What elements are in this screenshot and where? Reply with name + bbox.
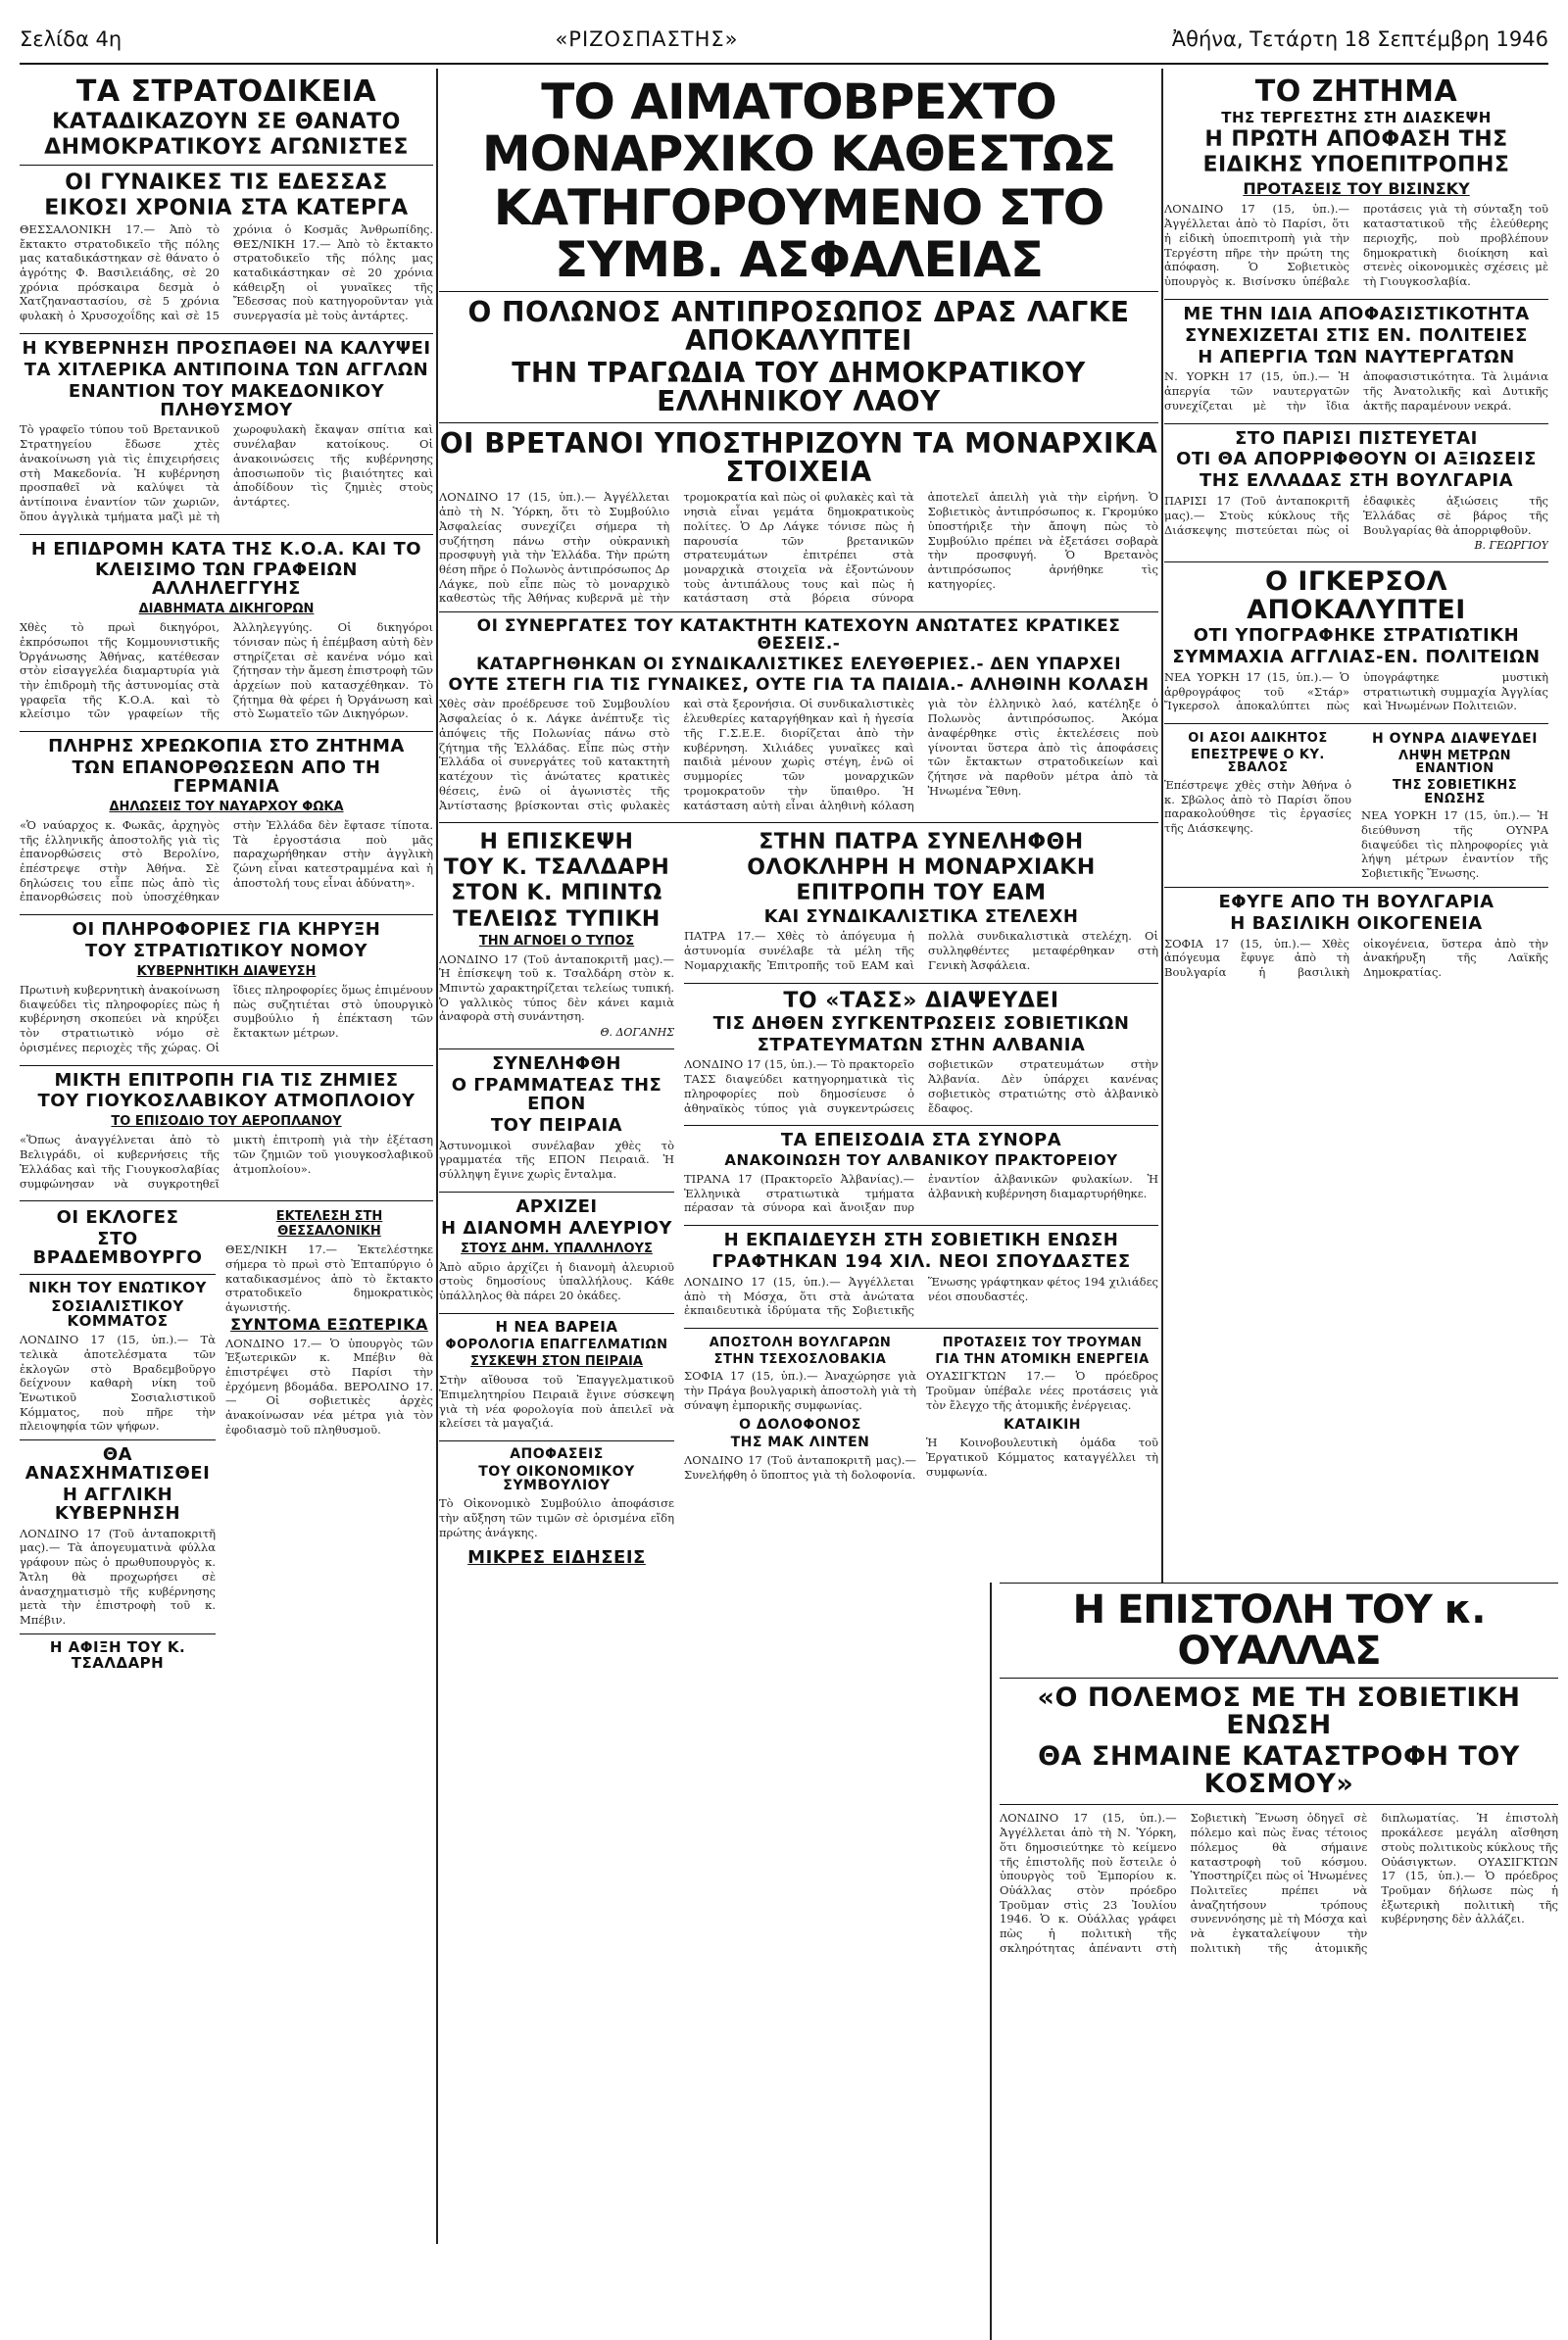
article-brandenburg-elections (20, 1207, 216, 1674)
headline: ΛΗΨΗ ΜΕΤΡΩΝ ΕΝΑΝΤΙΟΝ (1397, 748, 1512, 777)
article-military-courts (20, 76, 433, 323)
headline: Ο ΙΓΚΕΡΣΟΛ ΑΠΟΚΑΛΥΠΤΕΙ (1247, 566, 1466, 625)
headline: ΣΤΗΝ ΤΣΕΧΟΣΛΟΒΑΚΙΑ (713, 1351, 887, 1367)
article-body: ΘΕΣ/ΝΙΚΗ 17.— Ἐκτελέστηκε σήμερα τὸ πρωὶ στὸ Ἐπταπύργιο ὁ καταδικασμένος ἀπὸ τὸ ἔκτακτο στρατοδικεῖο δημοκρατικὸς ἀγωνιστής. (225, 1243, 433, 1315)
headline: ΣΥΝΕΛΗΦΘΗ (492, 1053, 621, 1075)
article-epon-arrest (439, 1055, 674, 1182)
headline: ΠΛΗΡΗΣ ΧΡΕΩΚΟΠΙΑ ΣΤΟ ΖΗΤΗΜΑ (48, 736, 405, 757)
headline: Η ΕΠΙΣΤΟΛΗ ΤΟΥ κ. ΟΥΑΛΛΑΣ (1072, 1587, 1486, 1674)
divider (1164, 887, 1548, 888)
byline: Β. ΓΕΩΡΓΙΟΥ (1474, 539, 1548, 553)
article-body: ΛΟΝΔΙΝΟ 17 (Τοῦ ἀνταποκριτῆ μας).— Ἡ ἐπίσκεψη τοῦ κ. Τσαλδάρη στὸν κ. Μπιντὼ χαρακτηρίζεται τελείως τυπική. Ὁ γαλλικὸς τύπος δὲν κάνει καμιὰ ἀναφορὰ στὴ συνάντηση. (439, 951, 674, 1024)
article-body: ΤΙΡΑΝΑ 17 (Πρακτορεῖο Ἀλβανίας).— Ἑλληνικὰ στρατιωτικὰ τμήματα πέρασαν τὰ σύνορα καὶ ἄνοιξαν πυρ ἐναντίον ἀλβανικῶν φυλακίων. Ἡ ἀλβανικὴ κυβέρνηση διαμαρτυρήθηκε. (684, 1171, 1158, 1215)
subheadline: ΕΚΤΕΛΕΣΗ ΣΤΗ ΘΕΣΣΑΛΟΝΙΚΗ (275, 1209, 383, 1240)
headline: ΟΙ ΓΥΝΑΙΚΕΣ ΤΙΣ ΕΔΕΣΣΑΣ (65, 170, 388, 195)
article-body: ΛΟΝΔΙΝΟ 17 (Τοῦ ἀνταποκριτῆ μας).— Συνελήφθη ὁ ὕποπτος γιὰ τὴ δολοφονία. (684, 1452, 916, 1482)
divider (439, 1048, 674, 1049)
article-body: Πρωτινὴ κυβερνητικὴ ἀνακοίνωση διαψεύδει τὶς πληροφορίες πὼς ἡ κυβέρνηση σκοπεύει νὰ κηρύξει τὸν στρατιωτικὸ νόμο σὲ ὁρισμένες περιοχὲς τῆς χώρας. Οἱ ἴδιες πληροφορίες ὅμως ἐπιμένουν πὼς συζητιέται στὸ ὑπουργικὸ συμβούλιο ἡ ἐπέκταση τῶν ἔκτακτων μέτρων. (20, 982, 433, 1054)
headline: Η ΝΕΑ ΒΑΡΕΙΑ (495, 1317, 618, 1336)
page-number: Σελίδα 4η (20, 27, 122, 51)
divider (20, 914, 433, 915)
article-body: ΛΟΝΔΙΝΟ 17 (15, ὑπ.).— Ἀγγέλλεται ἀπὸ τὴ Ν. Ὑόρκη, ὅτι δημοσιεύτηκε τὸ κείμενο τῆς ἐπιστολῆς ποὺ ἔστειλε ὁ ὑπουργὸς τοῦ Ἐμπορίου κ. Οὐάλλας στὸν πρόεδρο Τροῦμαν στὶς 23 Ἰουλίου 1946. Ὁ κ. Οὐάλλας γράφει πὼς ἡ πολιτικὴ τῆς σκληρότητας ἀπέναντι στὴ Σοβιετικὴ Ἕνωση ὁδηγεῖ σὲ πόλεμο καὶ πὼς ἕνας τέτοιος πόλεμος θὰ σήμαινε καταστροφὴ τοῦ κόσμου. Ὑποστηρίζει πὼς οἱ Ἡνωμένες Πολιτεῖες πρέπει νὰ ἀναζητήσουν τρόπους συνεννόησης μὲ τὴ Μόσχα καὶ νὰ ἐγκαταλείψουν τὴν πολιτικὴ τῆς ἀτομικῆς διπλωματίας. Ἡ ἐπιστολὴ προκάλεσε μεγάλη αἴσθηση στοὺς πολιτικοὺς κύκλους τῆς Οὐάσιγκτων. ΟΥΑΣΙΓΚΤΩΝ 17 (15, ὑπ.).— Ὁ πρόεδρος Τροῦμαν δήλωσε πὼς ἡ ἐξωτερικὴ πολιτικὴ τῆς κυβέρνησης δὲν ἀλλάζει. (1000, 1811, 1558, 1955)
divider (1164, 561, 1548, 562)
headline: ΤΟΥ ΓΙΟΥΚΟΣΛΑΒΙΚΟΥ ΑΤΜΟΠΛΟΙΟΥ (37, 1091, 416, 1112)
article-body: ΛΟΝΔΙΝΟ 17 (15, ὑπ.).— Τὰ τελικὰ ἀποτελέσματα τῶν ἐκλογῶν στὸ Βραδεμβοῦργο δείχνουν καθαρὴ νίκη τοῦ Ἑνωτικοῦ Σοσιαλιστικοῦ Κόμματος, ποὺ πῆρε τὴν πλειοψηφία τῶν ψήφων. (20, 1333, 216, 1434)
main-headline: ΚΑΤΗΓΟΡΟΥΜΕΝΟ ΣΤΟ ΣΥΜΒ. ΑΣΦΑΛΕΙΑΣ (493, 179, 1104, 288)
headline: ΣΥΝΤΟΜΑ ΕΞΩΤΕΡΙΚΑ (230, 1314, 428, 1334)
article-body: ΝΕΑ ΥΟΡΚΗ 17 (15, ὑπ.).— Ἡ διεύθυνση τῆς ΟΥΝΡΑ διαψεύδει τὶς πληροφορίες γιὰ λήψη μέτρων ἐναντίον τῆς Σοβιετικῆς Ἕνωσης. (1361, 808, 1548, 881)
column-divider (436, 69, 438, 2244)
headline: ΓΡΑΦΤΗΚΑΝ 194 ΧΙΛ. ΝΕΟΙ ΣΠΟΥΔΑΣΤΕΣ (711, 1250, 1131, 1272)
article-body: ΣΟΦΙΑ 17 (15, ὑπ.).— Χθὲς ἀπόγευμα ἔφυγε ἀπὸ τὴ Βουλγαρία ἡ βασιλικὴ οἰκογένεια, ὕστερα ἀπὸ τὴν ἀνακήρυξη τῆς Λαϊκῆς Δημοκρατίας. (1164, 936, 1548, 980)
article-body: ΝΕΑ ΥΟΡΚΗ 17 (15, ὑπ.).— Ὁ ἀρθρογράφος τοῦ «Στάρ» Ἴγκερσολ ἀποκαλύπτει πὼς ὑπογράφτηκε μυστικὴ στρατιωτικὴ συμμαχία Ἀγγλίας καὶ Ἡνωμένων Πολιτειῶν. (1164, 669, 1548, 713)
headline: ΤΗΣ ΕΛΛΑΔΑΣ ΣΤΗ ΒΟΥΛΓΑΡΙΑ (1199, 470, 1514, 492)
main-subheadline: ΤΗΝ ΤΡΑΓΩΔΙΑ ΤΟΥ ΔΗΜΟΚΡΑΤΙΚΟΥ ΕΛΛΗΝΙΚΟΥ ΛΑΟΥ (512, 356, 1086, 418)
headline: ΓΙΑ ΤΗΝ ΑΤΟΜΙΚΗ ΕΝΕΡΓΕΙΑ (935, 1351, 1150, 1367)
subheadline: ΤΟ ΕΠΙΣΟΔΙΟ ΤΟΥ ΑΕΡΟΠΛΑΝΟΥ (111, 1114, 342, 1130)
headline: ΕΙΚΟΣΙ ΧΡΟΝΙΑ ΣΤΑ ΚΑΤΕΡΓΑ (44, 195, 409, 220)
divider (439, 1313, 674, 1314)
article-collaborators (439, 618, 1158, 812)
article-body: Στὴν αἴθουσα τοῦ Ἐπαγγελματικοῦ Ἐπιμελητηρίου Πειραιᾶ ἔγινε σύσκεψη γιὰ τὴ νέα φορολογία ποὺ ἀπειλεῖ νὰ κλείσει τὰ μαγαζιά. (439, 1373, 674, 1431)
divider (1000, 1804, 1558, 1805)
headline: ΠΡΟΤΑΣΕΙΣ ΤΟΥ ΤΡΟΥΜΑΝ (942, 1336, 1143, 1351)
article-body: Ν. ΥΟΡΚΗ 17 (15, ὑπ.).— Ἡ ἀπεργία τῶν ναυτεργατῶν συνεχίζεται μὲ τὴν ἴδια ἀποφασιστικότητα. Τὰ λιμάνια τῆς Ἀνατολικῆς καὶ Δυτικῆς ἀκτῆς παραμένουν νεκρά. (1164, 369, 1548, 413)
divider (439, 291, 1158, 292)
article-truman-atomic (926, 1335, 1158, 1482)
divider (20, 1200, 433, 1201)
article-svolos (1164, 730, 1351, 881)
bottom-left-right-column (225, 1207, 433, 1674)
headline: ΚΛΕΙΣΙΜΟ ΤΩΝ ΓΡΑΦΕΙΩΝ ΑΛΛΗΛΕΓΓΥΗΣ (94, 560, 358, 600)
main-headline: ΤΟ ΑΙΜΑΤΟΒΡΕΧΤΟ ΜΟΝΑΡΧΙΚΟ ΚΑΘΕΣΤΩΣ (481, 74, 1116, 182)
article-patras-arrests (684, 831, 1158, 972)
right-mid-row (1164, 730, 1548, 881)
headline: ΟΙ ΠΛΗΡΟΦΟΡΙΕΣ ΓΙΑ ΚΗΡΥΞΗ (72, 919, 381, 941)
article-trieste (1164, 76, 1548, 289)
lead-article-body: ΛΟΝΔΙΝΟ 17 (15, ὑπ.).— Ἀγγέλλεται ἀπὸ τὴ Ν. Ὑόρκη, ὅτι τὸ Συμβούλιο Ἀσφαλείας συνεχίζει σήμερα τὴ συζήτηση πάνω στὴν οὐκρανικὴ προσφυγὴ γιὰ τὴν Ἑλλάδα. Τὴν πρώτη θέση πῆρε ὁ Πολωνὸς ἀντιπρόσωπος Δρ Λάγκε, ποὺ εἶπε πὼς τὸ μοναρχικὸ καθεστὼς τῆς Ἀθήνας κυβερνᾶ μὲ τὴν τρομοκρατία καὶ πὼς οἱ φυλακὲς καὶ τὰ νησιὰ εἶναι γεμάτα δημοκρατικοὺς πολίτες. Ὁ Δρ Λάγκε τόνισε πὼς ἡ παρουσία τῶν βρετανικῶν στρατευμάτων ἐπιτρέπει στὰ μοναρχικὰ στοιχεῖα νὰ ἐξοντώνουν τοὺς ἀντιπάλους τους καὶ πὼς ἡ κατάσταση στὰ βόρεια σύνορα ἀποτελεῖ ἀπειλὴ γιὰ τὴν εἰρήνη. Ὁ Σοβιετικὸς ἀντιπρόσωπος κ. Γκρομύκο ὑποστήριξε τὴν ἄποψη πὼς τὸ Συμβούλιο πρέπει νὰ ἐξετάσει σοβαρὰ τὴν προσφυγή. Ὁ Βρετανὸς ἀντιπρόσωπος ἀρνήθηκε τὶς κατηγορίες. (439, 490, 1158, 606)
article-body: ΛΟΝΔΙΝΟ 17.— Ὁ ὑπουργὸς τῶν Ἐξωτερικῶν κ. Μπέβιν θὰ ἐπιστρέψει στὸ Παρίσι τὴν ἐρχόμενη βδομάδα. ΒΕΡΟΛΙΝΟ 17.— Οἱ σοβιετικὲς ἀρχὲς ἀνακοίνωσαν νέα μέτρα γιὰ τὸν ἐφοδιασμὸ τοῦ πληθυσμοῦ. (225, 1336, 433, 1437)
divider (1000, 1583, 1558, 1584)
article-body: ΠΑΤΡΑ 17.— Χθὲς τὸ ἀπόγευμα ἡ ἀστυνομία συνέλαβε τὰ μέλη τῆς Νομαρχιακῆς Ἐπιτροπῆς τοῦ ΕΑΜ καὶ πολλὰ συνδικαλιστικὰ στελέχη. Οἱ συλληφθέντες μεταφέρθηκαν στὴ Γενικὴ Ἀσφάλεια. (684, 929, 1158, 972)
article-body: ΛΟΝΔΙΝΟ 17 (Τοῦ ἀνταποκριτῆ μας).— Τὰ ἀπογευματινὰ φύλλα γράφουν πὼς ὁ πρωθυπουργὸς κ. Ἄτλη θὰ προχωρήσει σὲ ἀνασχηματισμὸ τῆς κυβέρνησης μετὰ τὴν ἐπιστροφὴ τοῦ κ. Μπέβιν. (20, 1526, 216, 1628)
article-soviet-education (684, 1232, 1158, 1318)
headline: Η ΑΠΕΡΓΙΑ ΤΩΝ ΝΑΥΤΕΡΓΑΤΩΝ (1198, 346, 1515, 367)
headline: ΕΙΔΙΚΗΣ ΥΠΟΕΠΙΤΡΟΠΗΣ (1202, 153, 1510, 178)
subheadline: ΔΙΑΒΗΜΑΤΑ ΔΙΚΗΓΟΡΩΝ (138, 602, 315, 617)
headline: Η ΠΡΩΤΗ ΑΠΟΦΑΣΗ ΤΗΣ (1204, 127, 1508, 153)
headline: ΣΥΜΜΑΧΙΑ ΑΓΓΛΙΑΣ-ΕΝ. ΠΟΛΙΤΕΙΩΝ (1172, 646, 1541, 667)
headline: ΜΙΚΤΗ ΕΠΙΤΡΟΠΗ ΓΙΑ ΤΙΣ ΖΗΜΙΕΣ (54, 1069, 399, 1091)
headline: Η ΕΠΙΣΚΕΨΗ (479, 830, 634, 855)
article-body: Ἀστυνομικοὶ συνέλαβαν χθὲς τὸ γραμματέα τῆς ΕΠΟΝ Πειραιᾶ. Ἡ σύλληψη ἔγινε χωρὶς ἔνταλμα. (439, 1138, 674, 1182)
headline: ΚΑΙ ΣΥΝΔΙΚΑΛΙΣΤΙΚΑ ΣΤΕΛΕΧΗ (763, 905, 1079, 927)
headline: ΕΦΥΓΕ ΑΠΟ ΤΗ ΒΟΥΛΓΑΡΙΑ (1218, 891, 1494, 912)
issue-date: Ἀθήνα, Τετάρτη 18 Σεπτέμβρη 1946 (1171, 27, 1548, 51)
divider (684, 1125, 1158, 1126)
headline: Η ΟΥΝΡΑ ΔΙΑΨΕΥΔΕΙ (1372, 731, 1538, 748)
headline: ΚΑΤΑΙΚΙΗ (1003, 1417, 1082, 1434)
article-body: Ἀπὸ αὔριο ἀρχίζει ἡ διανομὴ ἀλευριοῦ στοὺς δημοσίους ὑπαλλήλους. Κάθε ὑπάλληλος θὰ πάρει 20 ὀκάδες. (439, 1259, 674, 1303)
headline: ΜΙΚΡΕΣ ΕΙΔΗΣΕΙΣ (467, 1547, 646, 1569)
subheadline: ΚΥΒΕΡΝΗΤΙΚΗ ΔΙΑΨΕΥΣΗ (136, 963, 317, 979)
center-lower-row (439, 829, 1158, 1571)
headline: ΚΑΤΑΡΓΗΘΗΚΑΝ ΟΙ ΣΥΝΔΙΚΑΛΙΣΤΙΚΕΣ ΕΛΕΥΘΕΡΙΕΣ.- ΔΕΝ ΥΠΑΡΧΕΙ (475, 654, 1122, 674)
headline: Η ΑΦΙΞΗ ΤΟΥ Κ. ΤΣΑΛΔΑΡΗ (49, 1637, 186, 1672)
headline: Η ΑΓΓΛΙΚΗ ΚΥΒΕΡΝΗΣΗ (54, 1484, 181, 1524)
headline: ΤΟΥ Κ. ΤΣΑΛΔΑΡΗ (443, 855, 670, 881)
headline: ΑΡΧΙΖΕΙ (515, 1195, 598, 1217)
article-taxation (439, 1317, 674, 1431)
headline: ΤΗΣ ΤΕΡΓΕΣΤΗΣ ΣΤΗ ΔΙΑΣΚΕΨΗ (1221, 108, 1492, 126)
article-body: Τὸ Οἰκονομικὸ Συμβούλιο ἀποφάσισε τὴν αὔξηση τῶν τιμῶν σὲ ὁρισμένα εἴδη πρώτης ἀνάγκης. (439, 1496, 674, 1539)
divider (1000, 1678, 1558, 1679)
article-reparations (20, 738, 433, 904)
headline: ΚΑΤΑΔΙΚΑΖΟΥΝ ΣΕ ΘΑΝΑΤΟ (52, 109, 401, 134)
divider (20, 165, 433, 166)
headline: ΔΗΜΟΚΡΑΤΙΚΟΥΣ ΑΓΩΝΙΣΤΕΣ (44, 134, 409, 160)
article-body: «Ὅπως ἀναγγέλνεται ἀπὸ τὸ Βελιγράδι, οἱ κυβερνήσεις τῆς Ἑλλάδας καὶ τῆς Γιουγκοσλαβίας συμφώνησαν νὰ συγκροτηθεῖ μικτὴ ἐπιτροπὴ γιὰ τὴν ἐξέταση τῶν ζημιῶν τοῦ γιουγκοσλαβικοῦ ἀτμοπλοίου». (20, 1133, 433, 1191)
divider (684, 1328, 1158, 1329)
divider (684, 983, 1158, 984)
divider (20, 1633, 216, 1634)
article-koa-raid (20, 538, 433, 722)
divider (20, 534, 433, 535)
headline: ΣΤΟ ΠΑΡΙΣΙ ΠΙΣΤΕΥΕΤΑΙ (1235, 427, 1478, 449)
headline: Η ΕΠΙΔΡΟΜΗ ΚΑΤΑ ΤΗΣ Κ.Ο.Α. ΚΑΙ ΤΟ (30, 538, 422, 560)
headline: ΣΤΡΑΤΕΥΜΑΤΩΝ ΣΤΗΝ ΑΛΒΑΝΙΑ (757, 1034, 1086, 1055)
subheadline: ΠΡΟΤΑΣΕΙΣ ΤΟΥ ΒΙΣΙΝΣΚΥ (1243, 179, 1470, 199)
headline: ΤΗΣ ΜΑΚ ΛΙΝΤΕΝ (730, 1435, 870, 1451)
article-bulgarian-royals (1164, 891, 1548, 980)
article-ingersoll (1164, 568, 1548, 713)
article-body: ΛΟΝΔΙΝΟ 17 (15, ὑπ.).— Τὸ πρακτορεῖο ΤΑΣΣ διαψεύδει κατηγορηματικὰ τὶς πληροφορίες ποὺ δημοσίευσε ὁ ἀθηναϊκὸς τύπος γιὰ συγκεντρώσεις σοβιετικῶν στρατευμάτων στὴν Ἀλβανία. Δὲν ὑπάρχει κανένας σοβιετικὸς στρατιώτης στὸ ἀλβανικὸ ἔδαφος. (684, 1057, 1158, 1115)
article-body: «Ὁ ναύαρχος κ. Φωκᾶς, ἀρχηγὸς τῆς ἑλληνικῆς ἀποστολῆς γιὰ τὶς ἐπανορθώσεις στὸ Βερολίνο, ἐπέστρεψε στὴν Ἀθήνα. Σὲ δηλώσεις του εἶπε πὼς ἀπὸ τὶς ἐπανορθώσεις ποὺ ὑποσχέθηκαν στὴν Ἑλλάδα δὲν ἔφτασε τίποτα. Τὰ ἐργοστάσια ποὺ μᾶς παραχωρήθηκαν στὴν ἀγγλικὴ ζώνη εἶναι κατεστραμμένα καὶ ἡ ἀποστολή τους εἶναι ἀδύνατη». (20, 817, 433, 904)
divider (439, 822, 1158, 823)
headline: ΑΝΑΚΟΙΝΩΣΗ ΤΟΥ ΑΛΒΑΝΙΚΟΥ ΠΡΑΚΤΟΡΕΙΟΥ (724, 1151, 1118, 1170)
headline: ΟΤΙ ΘΑ ΑΠΟΡΡΙΦΘΟΥΝ ΟΙ ΑΞΙΩΣΕΙΣ (1176, 449, 1537, 470)
divider (20, 1439, 216, 1440)
divider (439, 611, 1158, 612)
divider (684, 1225, 1158, 1226)
headline: ΟΙ ΣΥΝΕΡΓΑΤΕΣ ΤΟΥ ΚΑΤΑΚΤΗΤΗ ΚΑΤΕΧΟΥΝ ΑΝΩΤΑΤΕΣ ΚΡΑΤΙΚΕΣ ΘΕΣΕΙΣ.- (476, 616, 1121, 654)
divider (439, 422, 1158, 423)
headline: ΤΑ ΣΤΡΑΤΟΔΙΚΕΙΑ (75, 74, 377, 109)
headline: ΤΗΣ ΣΟΒΙΕΤΙΚΗΣ ΕΝΩΣΗΣ (1392, 778, 1518, 806)
article-body: ΛΟΝΔΙΝΟ 17 (15, ὑπ.).— Ἀγγέλλεται ἀπὸ τὸ Παρίσι, ὅτι ἡ εἰδικὴ ὑποεπιτροπὴ γιὰ τὴν Τεργέστη πῆρε τὴν πρώτη της ἀπόφαση. Ὁ Σοβιετικὸς ὑπουργὸς κ. Βισίνσκυ ὑπέβαλε προτάσεις γιὰ τὴ σύνταξη τοῦ καταστατικοῦ τῆς ἐλεύθερης περιοχῆς, ποὺ προβλέπουν δημοκρατικὴ διοίκηση καὶ στενὲς οἰκονομικὲς σχέσεις μὲ τὴ Γιουγκοσλαβία. (1164, 202, 1548, 289)
article-bulgarian-mission (684, 1335, 916, 1482)
headline: ΕΠΕΣΤΡΕΨΕ Ο ΚΥ. ΣΒΑΛΟΣ (1191, 747, 1325, 776)
headline: ΟΙ ΑΣΟΙ ΑΔΙΚΗΤΟΣ (1188, 731, 1328, 747)
divider (20, 731, 433, 732)
article-body: ΛΟΝΔΙΝΟ 17 (15, ὑπ.).— Ἀγγέλλεται ἀπὸ τὴ Μόσχα, ὅτι στὰ ἀνώτατα ἐκπαιδευτικὰ ἱδρύματα τῆς Σοβιετικῆς Ἕνωσης γράφτηκαν φέτος 194 χιλιάδες νέοι σπουδαστές. (684, 1274, 1158, 1318)
divider (20, 333, 433, 334)
headline: ΝΙΚΗ ΤΟΥ ΕΝΩΤΙΚΟΥ (28, 1278, 207, 1296)
headline: «Ο ΠΟΛΕΜΟΣ ΜΕ ΤΗ ΣΟΒΙΕΤΙΚΗ ΕΝΩΣΗ (1037, 1682, 1521, 1741)
center-lower-left (439, 829, 674, 1571)
headline: ΣΤΟ ΒΡΑΔΕΜΒΟΥΡΓΟ (32, 1229, 203, 1268)
article-unrra (1361, 730, 1548, 881)
headline: ΤΟ ΖΗΤΗΜΑ (1254, 74, 1458, 109)
headline: ΤΙΣ ΔΗΘΕΝ ΣΥΓΚΕΝΤΡΩΣΕΙΣ ΣΟΒΙΕΤΙΚΩΝ (712, 1012, 1130, 1034)
article-body: Ἡ Κοινοβουλευτικὴ ὁμάδα τοῦ Ἐργατικοῦ Κόμματος καταγγέλλει τὴ συμφωνία. (926, 1436, 1158, 1479)
headline: ΣΤΗΝ ΠΑΤΡΑ ΣΥΝΕΛΗΦΘΗ (759, 830, 1084, 855)
divider (1164, 299, 1548, 300)
headline: ΤΩΝ ΕΠΑΝΟΡΘΩΣΕΩΝ ΑΠΟ ΤΗ ΓΕΡΜΑΝΙΑ (72, 757, 381, 797)
divider (439, 1192, 674, 1193)
article-body: Τὸ γραφεῖο τύπου τοῦ Βρετανικοῦ Στρατηγείου ἔδωσε χτὲς ἀνακοίνωση γιὰ τὶς ἐπιχειρήσεις στὴ Μακεδονία. Ἡ κυβέρνηση προσπαθεῖ νὰ καλύψει τὰ ἀντίποινα ἐναντίον τῶν χωριῶν, ὅπου ἀγγλικὰ τμήματα μαζὶ μὲ τὴ χωροφυλακὴ ἔκαψαν σπίτια καὶ συνέλαβαν κατοίκους. Οἱ ἀνακοινώσεις τῆς κυβέρνησης ἀποσιωποῦν τὶς βιαιότητες καὶ ἀποδίδουν τὶς ζημιὲς στοὺς ἀντάρτες. (20, 422, 433, 523)
headline: Η ΚΥΒΕΡΝΗΣΗ ΠΡΟΣΠΑΘΕΙ ΝΑ ΚΑΛΥΨΕΙ (22, 337, 431, 359)
headline: ΤΑ ΧΙΤΛΕΡΙΚΑ ΑΝΤΙΠΟΙΝΑ ΤΩΝ ΑΓΓΛΩΝ (24, 359, 429, 380)
headline: Η ΕΚΠΑΙΔΕΥΣΗ ΣΤΗ ΣΟΒΙΕΤΙΚΗ ΕΝΩΣΗ (723, 1230, 1119, 1251)
divider (1164, 723, 1548, 724)
masthead-rule (20, 63, 1548, 65)
main-subheadline: Ο ΠΟΛΩΝΟΣ ΑΝΤΙΠΡΟΣΩΠΟΣ ΔΡΑΣ ΛΑΓΚΕ ΑΠΟΚΑΛΥΠΤΕΙ (467, 296, 1130, 358)
divider (20, 1065, 433, 1066)
headline: ΟΛΟΚΛΗΡΗ Η ΜΟΝΑΡΧΙΑΚΗ (747, 855, 1096, 881)
article-government-reprisals (20, 337, 433, 524)
headline: ΣΥΝΕΧΙΖΕΤΑΙ ΣΤΙΣ ΕΝ. ΠΟΛΙΤΕΙΕΣ (1185, 324, 1528, 346)
headline: ΑΠΟΦΑΣΕΙΣ (510, 1446, 604, 1463)
article-body: ΘΕΣΣΑΛΟΝΙΚΗ 17.— Ἀπὸ τὸ ἔκτακτο στρατοδικεῖο τῆς πόλης μας καταδικάστηκαν σὲ θάνατο ὁ ἀγρότης Φ. Βασιλειάδης, σὲ 20 χρόνια πρόσκαιρα δεσμὰ ὁ Χατζηαναστασίου, σὲ 5 χρόνια φυλακὴ ὁ Χρυσοχοΐδης καὶ σὲ 15 χρόνια ὁ Κοσμᾶς Ἀνθρωπίδης. ΘΕΣ/ΝΙΚΗ 17.— Ἀπὸ τὸ ἔκτακτο στρατοδικεῖο τῆς πόλης μας καταδικάστηκαν σὲ 20 χρόνια κάθειρξη οἱ γυναῖκες τῆς Ἔδεσσας ποὺ κατηγοροῦνταν γιὰ συνεργασία μὲ τοὺς ἀντάρτες. (20, 221, 433, 323)
headline: ΘΑ ΣΗΜΑΙΝΕ ΚΑΤΑΣΤΡΟΦΗ ΤΟΥ ΚΟΣΜΟΥ» (1038, 1740, 1520, 1800)
column-left (20, 74, 433, 2230)
masthead (20, 18, 1548, 61)
article-seamen-strike (1164, 303, 1548, 414)
headline: Η ΒΑΣΙΛΙΚΗ ΟΙΚΟΓΕΝΕΙΑ (1230, 912, 1483, 934)
headline: ΟΥΤΕ ΣΤΕΓΗ ΓΙΑ ΤΙΣ ΓΥΝΑΙΚΕΣ, ΟΥΤΕ ΓΙΑ ΤΑ ΠΑΙΔΙΑ.- ΑΛΗΘΙΝΗ ΚΟΛΑΣΗ (448, 674, 1150, 695)
article-tass-denial (684, 990, 1158, 1116)
center-lower-right (684, 829, 1158, 1571)
headline: ΣΟΣΙΑΛΙΣΤΙΚΟΥ ΚΟΜΜΑΤΟΣ (51, 1296, 184, 1331)
article-body: ΠΑΡΙΣΙ 17 (Τοῦ ἀνταποκριτῆ μας).— Στοὺς κύκλους τῆς Διάσκεψης πιστεύεται πὼς οἱ ἐδαφικὲς ἀξιώσεις τῆς Ἑλλάδας σὲ βάρος τῆς Βουλγαρίας θὰ ἀπορριφθοῦν. (1164, 494, 1548, 537)
headline: Ο ΓΡΑΜΜΑΤΕΑΣ ΤΗΣ ΕΠΟΝ (451, 1075, 662, 1114)
headline: ΤΟΥ ΣΤΡΑΤΙΩΤΙΚΟΥ ΝΟΜΟΥ (85, 941, 368, 962)
headline: ΤΕΛΕΙΩΣ ΤΥΠΙΚΗ (453, 906, 661, 932)
byline: Θ. ΔΟΓΑΝΗΣ (600, 1026, 674, 1040)
headline: ΑΠΟΣΤΟΛΗ ΒΟΥΛΓΑΡΩΝ (709, 1336, 892, 1351)
bottom-left-row (20, 1207, 433, 1674)
article-body: ΟΥΑΣΙΓΚΤΩΝ 17.— Ὁ πρόεδρος Τροῦμαν ὑπέβαλε νέες προτάσεις γιὰ τὸν ἔλεγχο τῆς ἀτομικῆς ἐνέργειας. (926, 1369, 1158, 1412)
article-body: Χθὲς τὸ πρωὶ δικηγόροι, ἐκπρόσωποι τῆς Κομμουνιστικῆς Ὀργάνωσης Ἀθήνας, κατέθεσαν στὸν εἰσαγγελέα διαμαρτυρία γιὰ τὴν ἐπιδρομὴ τῆς ἀστυνομίας στὰ γραφεῖα τῆς Κ.Ο.Α. καὶ τὸ κλείσιμο τῶν γραφείων τῆς Ἀλληλεγγύης. Οἱ δικηγόροι τόνισαν πὼς ἡ ἐπέμβαση αὐτὴ δὲν στηρίζεται σὲ κανένα νόμο καὶ ζήτησαν τὴν ἄμεση ἐπιστροφὴ τῶν ἀρχείων ποὺ κατασχέθηκαν. Τὸ ζήτημα θὰ φέρει ἡ Ὀργάνωση καὶ στὸ Σωματεῖο τῶν Δικηγόρων. (20, 620, 433, 721)
subheadline: ΤΗΝ ΑΓΝΟΕΙ Ο ΤΥΠΟΣ (478, 933, 635, 949)
article-body: Χθὲς σὰν προέδρευσε τοῦ Συμβουλίου Ἀσφαλείας ὁ κ. Λάγκε ἀνέπτυξε τὶς ἀπόψεις τῆς Πολωνίας πάνω στὸ ζήτημα τῆς Ἑλλάδας. Εἶπε πὼς στὴν Ἑλλάδα οἱ συνεργάτες τοῦ κατακτητὴ κατέχουν τὶς ἀνώτατες κρατικὲς θέσεις, ἐνῶ οἱ ἀγωνιστὲς τῆς Ἀντίστασης βρίσκονται στὶς φυλακὲς καὶ στὰ ξερονήσια. Οἱ συνδικαλιστικὲς ἐλευθερίες καταργήθηκαν καὶ ἡ ἡγεσία τῆς Γ.Σ.Ε.Ε. διορίζεται ἀπὸ τὴν κυβέρνηση. Χιλιάδες γυναῖκες καὶ παιδιὰ μένουν χωρὶς στέγη, ἐνῶ οἱ συμμορίες τῶν μοναρχικῶν τρομοκρατοῦν τὴν ὕπαιθρο. Ἡ κατάσταση αὐτὴ εἶναι ἀληθινὴ κόλαση γιὰ τὸν ἑλληνικὸ λαό, κατέληξε ὁ Πολωνὸς ἀντιπρόσωπος. Ἀκόμα ἀναφέρθηκε στὶς ἐκτελέσεις ποὺ γίνονται ὕστερα ἀπὸ τὶς ἀποφάσεις τῶν ἔκτακτων στρατοδικείων καὶ ζήτησε νὰ παρθοῦν μέτρα ἀπὸ τὰ Ἡνωμένα Ἔθνη. (439, 697, 1158, 812)
article-economic-council (439, 1447, 674, 1539)
headline: ΦΟΡΟΛΟΓΙΑ ΕΠΑΓΓΕΛΜΑΤΙΩΝ (445, 1337, 668, 1352)
subheadline: ΣΥΣΚΕΨΗ ΣΤΟΝ ΠΕΙΡΑΙΑ (470, 1354, 643, 1370)
newspaper-title: «ΡΙΖΟΣΠΑΣΤΗΣ» (555, 27, 739, 51)
article-yugoslav-ship (20, 1069, 433, 1192)
headline: ΘΑ ΑΝΑΣΧΗΜΑΤΙΣΘΕΙ (24, 1444, 211, 1485)
divider (20, 1274, 216, 1275)
headline: ΟΙ ΕΚΛΟΓΕΣ (56, 1207, 179, 1229)
headline: ΤΑ ΕΠΕΙΣΟΔΙΑ ΣΤΑ ΣΥΝΟΡΑ (780, 1130, 1062, 1151)
headline: ΤΟ «ΤΑΣΣ» ΔΙΑΨΕΥΔΕΙ (783, 988, 1059, 1013)
headline: ΣΤΟΝ Κ. ΜΠΙΝΤΩ (451, 881, 662, 906)
article-body: Ἐπέστρεψε χθὲς στὴν Ἀθήνα ὁ κ. Σβῶλος ἀπὸ τὸ Παρίσι ὅπου παρακολούθησε τὶς ἐργασίες τῆς Διάσκεψης. (1164, 777, 1351, 836)
headline: ΤΟΥ ΟΙΚΟΝΟΜΙΚΟΥ ΣΥΜΒΟΥΛΙΟΥ (478, 1463, 635, 1494)
subheadline: ΔΗΛΩΣΕΙΣ ΤΟΥ ΝΑΥΑΡΧΟΥ ΦΩΚΑ (109, 799, 344, 814)
subheadline: ΣΤΟΥΣ ΔΗΜ. ΥΠΑΛΛΗΛΟΥΣ (461, 1241, 653, 1256)
article-paris-claims (1164, 427, 1548, 553)
article-wallace-letter (990, 1583, 1558, 2340)
headline: ΕΝΑΝΤΙΟΝ ΤΟΥ ΜΑΚΕΔΟΝΙΚΟΥ ΠΛΗΘΥΣΜΟΥ (68, 380, 385, 420)
headline: ΤΟΥ ΠΕΙΡΑΙΑ (490, 1114, 623, 1136)
article-body: ΣΟΦΙΑ 17 (15, ὑπ.).— Ἀναχώρησε γιὰ τὴν Πράγα βουλγαρικὴ ἀποστολὴ γιὰ τὴ σύναψη ἐμπορικῆς συμφωνίας. (684, 1369, 916, 1412)
article-tsaldaris-visit (439, 831, 674, 1039)
article-martial-law (20, 921, 433, 1054)
article-flour-distribution (439, 1195, 674, 1303)
headline: Ο ΔΟΛΟΦΟΝΟΣ (739, 1417, 861, 1434)
headline: ΕΠΙΤΡΟΠΗ ΤΟΥ ΕΑΜ (796, 881, 1047, 906)
headline: Η ΔΙΑΝΟΜΗ ΑΛΕΥΡΙΟΥ (441, 1217, 672, 1239)
article-border-incidents (684, 1132, 1158, 1215)
headline: ΟΤΙ ΥΠΟΓΡΑΦΗΚΕ ΣΤΡΑΤΙΩΤΙΚΗ (1193, 625, 1520, 647)
divider (439, 1440, 674, 1441)
headline: ΜΕ ΤΗΝ ΙΔΙΑ ΑΠΟΦΑΣΙΣΤΙΚΟΤΗΤΑ (1183, 303, 1530, 324)
small-news-row (684, 1335, 1158, 1482)
divider (1164, 423, 1548, 424)
main-subheadline: ΟΙ ΒΡΕΤΑΝΟΙ ΥΠΟΣΤΗΡΙΖΟΥΝ ΤΑ ΜΟΝΑΡΧΙΚΑ ΣΤΟΙΧΕΙΑ (439, 426, 1158, 488)
